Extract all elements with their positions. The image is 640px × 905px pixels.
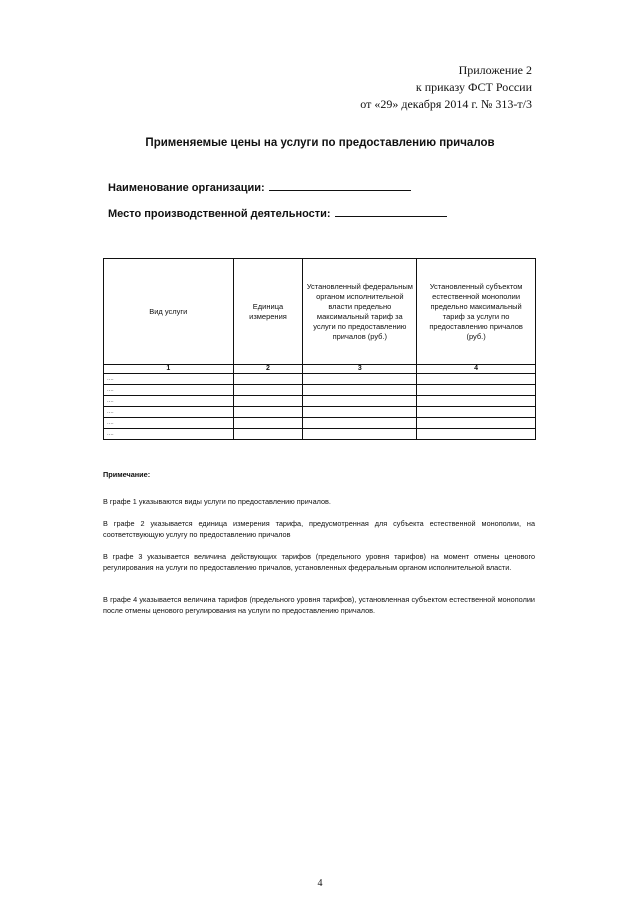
header-unit: Единица измерения (233, 259, 303, 365)
table-row (104, 407, 536, 418)
column-numbers-row (104, 365, 536, 374)
table-cell[interactable]: .... (104, 396, 234, 407)
place-label: Место производственной деятельности: (108, 208, 331, 220)
table-cell[interactable] (233, 429, 303, 440)
table-cell[interactable] (233, 374, 303, 385)
table-row (104, 396, 536, 407)
notes-heading: Примечание: (103, 470, 151, 479)
table-cell[interactable] (303, 407, 417, 418)
place-field (108, 206, 447, 220)
header-monopoly-tariff: Установленный субъектом естественной монополии предельно максимальный тариф за услуги по предоставлению причалов (руб.) (417, 259, 536, 365)
table-cell[interactable] (417, 407, 536, 418)
table-cell[interactable] (233, 396, 303, 407)
page-number: 4 (317, 878, 323, 889)
column-number: 2 (233, 365, 303, 374)
table-cell[interactable] (303, 429, 417, 440)
table-cell[interactable] (303, 418, 417, 429)
table-row (104, 418, 536, 429)
table-cell[interactable] (417, 385, 536, 396)
table-row (104, 374, 536, 385)
table-cell[interactable] (303, 374, 417, 385)
organization-label: Наименование организации: (108, 182, 265, 194)
note-item: В графе 4 указывается величина тарифов (предельного уровня тарифов), установленная субъектом естественной монополии после отмены ценового регулирования на услуги по предоставлению причалов. (103, 595, 535, 615)
table-cell[interactable]: .... (104, 407, 234, 418)
table-cell[interactable] (233, 407, 303, 418)
column-number: 1 (104, 365, 234, 374)
note-item: В графе 3 указывается величина действующих тарифов (предельного уровня тарифов) на момент отмены ценового регулирования на услуги по предоставлению причалов, установленных федеральным органом исполнительной власти. (103, 552, 535, 572)
table-cell[interactable] (417, 429, 536, 440)
table-cell[interactable]: .... (104, 429, 234, 440)
organization-blank-line[interactable] (269, 180, 411, 191)
place-blank-line[interactable] (335, 206, 447, 217)
table-header-row (104, 259, 536, 365)
header-federal-tariff: Установленный федеральным органом исполнительной власти предельно максимальный тариф за услуги по предоставлению причалов (руб.) (303, 259, 417, 365)
table-cell[interactable] (417, 374, 536, 385)
column-number: 4 (417, 365, 536, 374)
appendix-line-3: от «29» декабря 2014 г. № 313-т/3 (360, 97, 532, 111)
table-cell[interactable] (303, 396, 417, 407)
prices-table (103, 258, 536, 440)
note-item: В графе 1 указываются виды услуги по предоставлению причалов. (103, 497, 331, 506)
document-title: Применяемые цены на услуги по предоставлению причалов (145, 137, 495, 149)
table-row (104, 385, 536, 396)
table-cell[interactable] (303, 385, 417, 396)
table-row (104, 429, 536, 440)
header-service-type: Вид услуги (104, 259, 234, 365)
table-cell[interactable] (233, 385, 303, 396)
table-cell[interactable]: .... (104, 374, 234, 385)
appendix-header (360, 62, 532, 113)
appendix-line-2: к приказу ФСТ России (415, 80, 532, 94)
table-cell[interactable] (417, 418, 536, 429)
appendix-line-1: Приложение 2 (458, 63, 532, 77)
table-cell[interactable]: .... (104, 418, 234, 429)
note-item: В графе 2 указывается единица измерения тарифа, предусмотренная для субъекта естественной монополии, на соответствующую услугу по предоставлению причалов (103, 519, 535, 539)
organization-field (108, 180, 411, 194)
table-cell[interactable]: .... (104, 385, 234, 396)
table-cell[interactable] (233, 418, 303, 429)
table-cell[interactable] (417, 396, 536, 407)
column-number: 3 (303, 365, 417, 374)
